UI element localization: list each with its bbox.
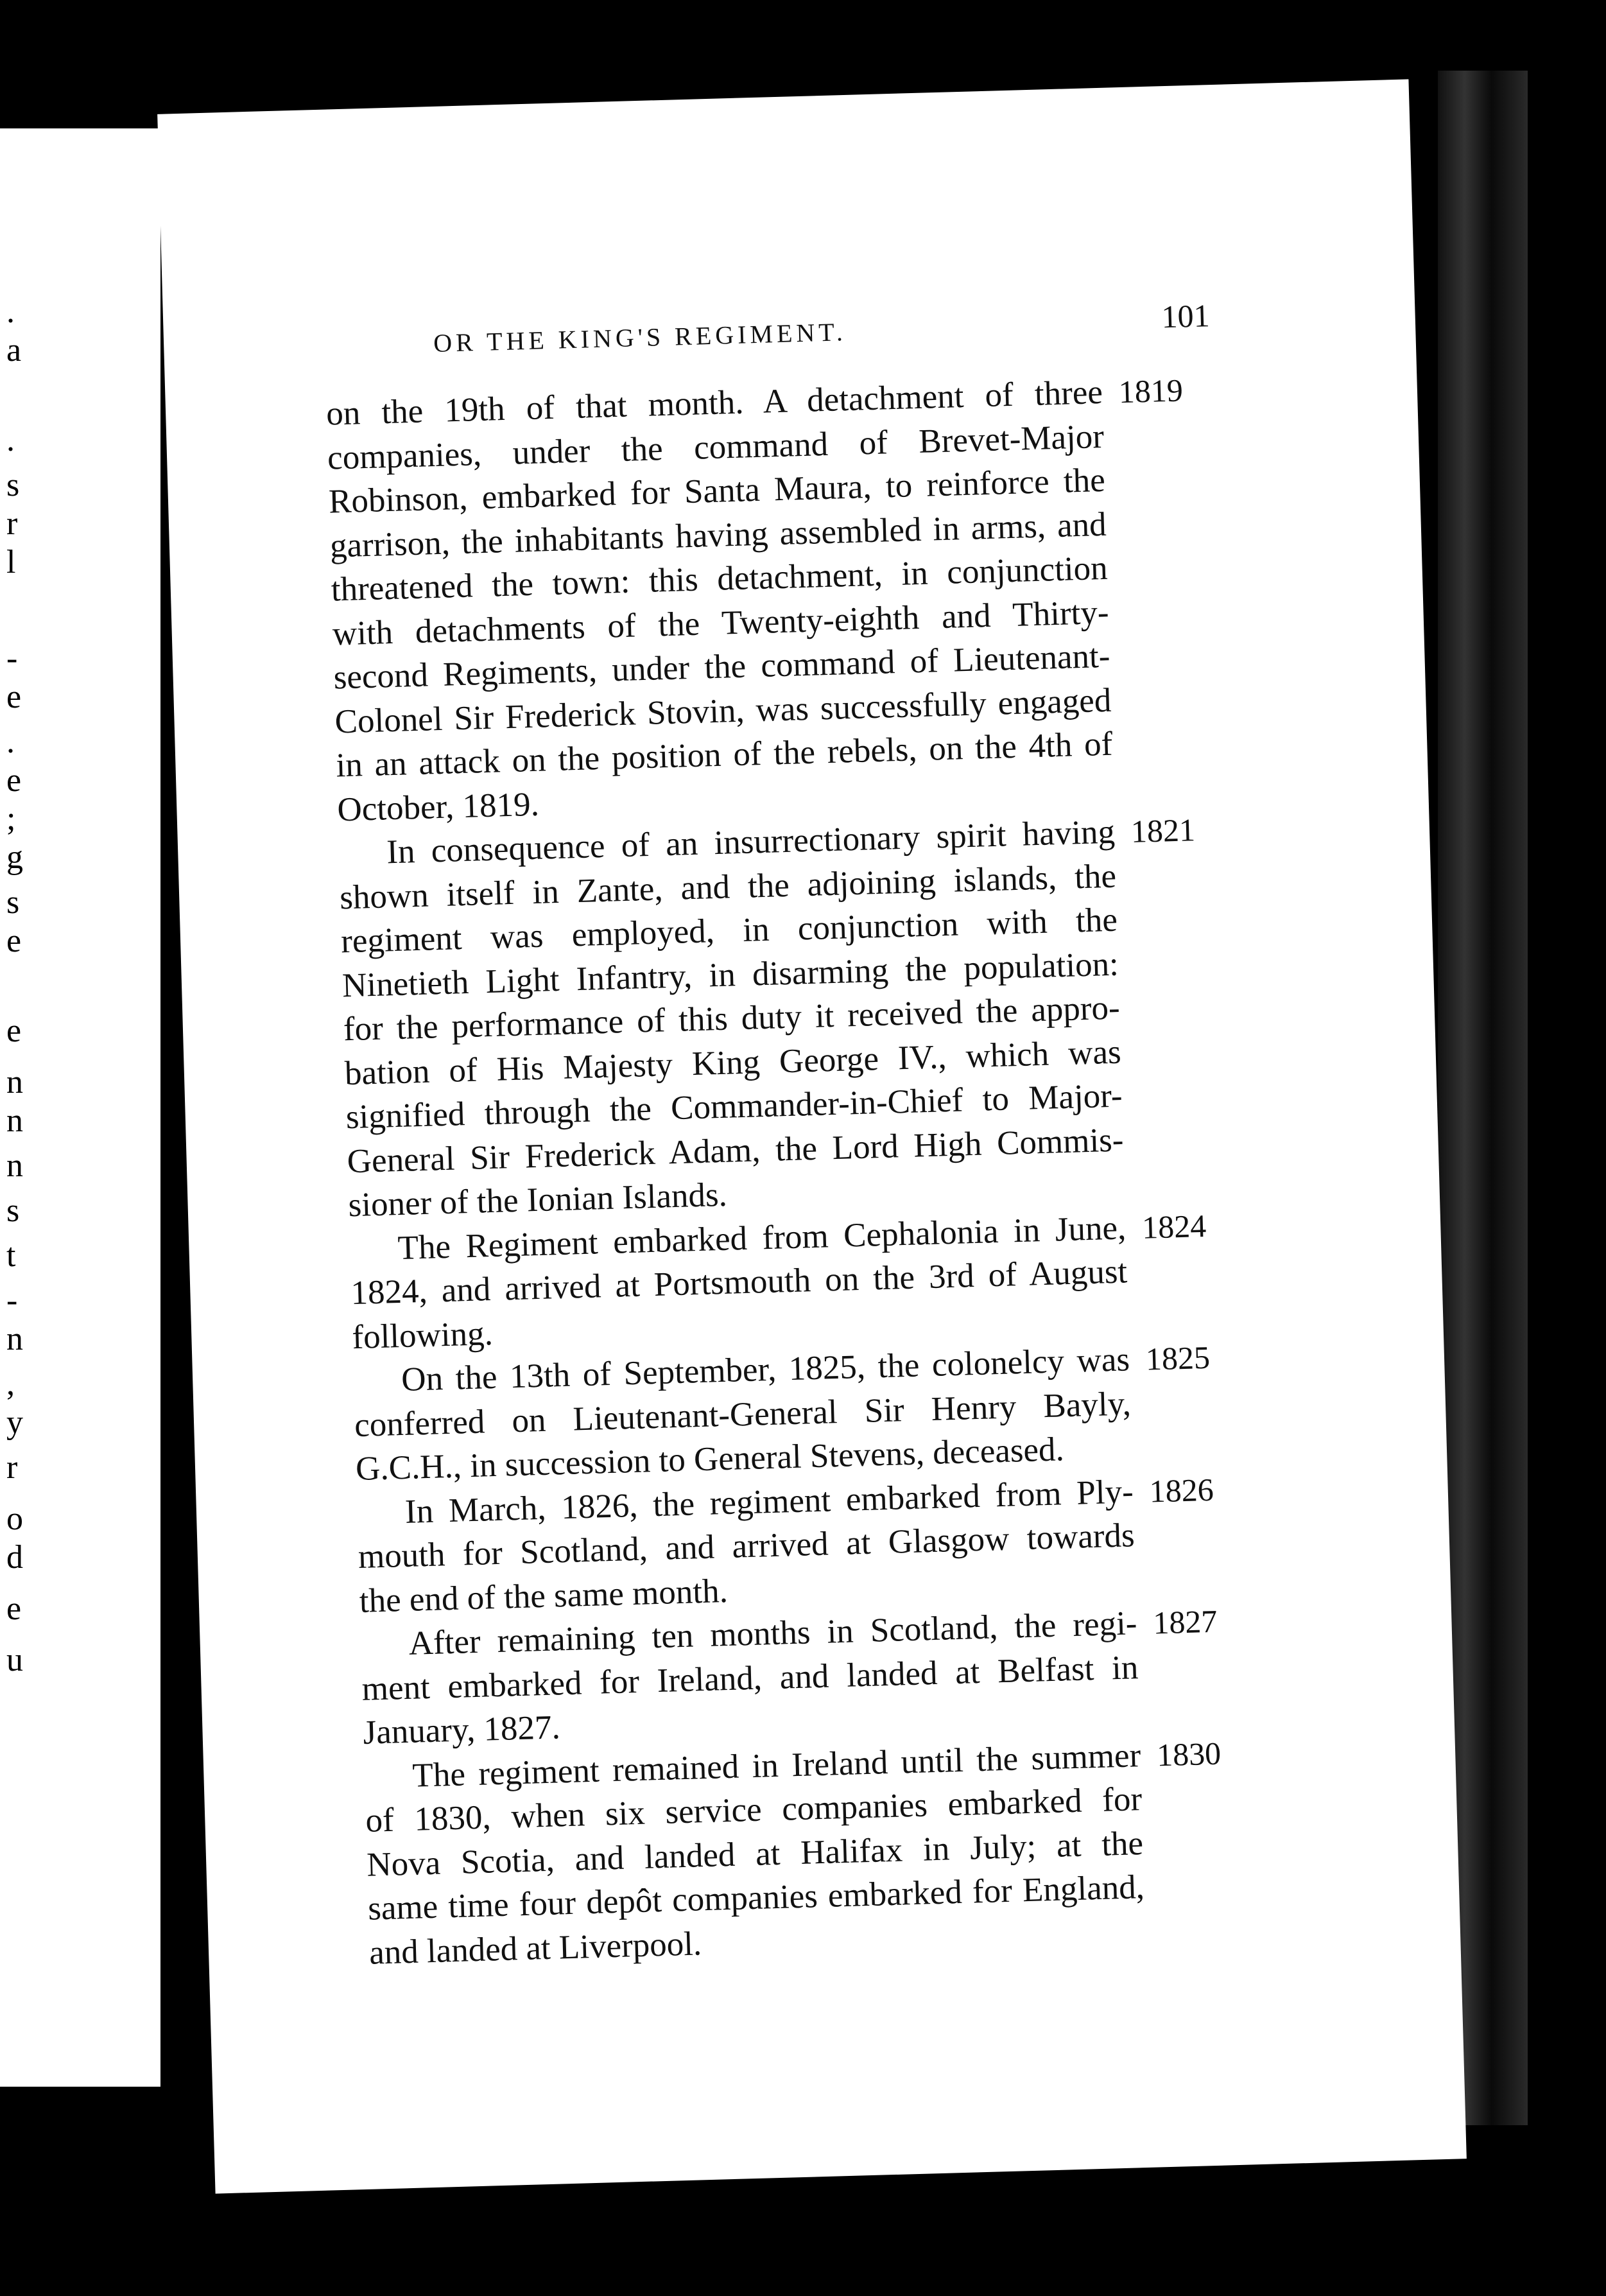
page-header [324,297,1211,373]
line-text: 1824, and arrived at Portsmouth on the 3rd of August [350,1253,1128,1312]
scan-speck [488,19,492,26]
line-text: on the 19th of that month. A detachment of three [325,373,1103,433]
line-text: shown itself in Zante, and the adjoining islands, the [339,857,1117,916]
facing-page-fragment: y [6,1404,23,1441]
margin-date: 1825 [1145,1339,1211,1377]
margin-date: 1819 [1118,372,1184,410]
facing-page-fragment: . [6,422,15,458]
line-text: garrison, the inhabitants having assembled in arms, and [329,505,1107,565]
line-text: regiment was employed, in conjunction with the [340,901,1118,961]
line-text: On the 13th of September, 1825, the colonelcy was [401,1341,1130,1398]
line-text: The Regiment embarked from Cephalonia in June, [397,1208,1127,1267]
line-text: G.C.H., in succession to General Stevens, deceased. [355,1431,1065,1488]
facing-page-fragment: . [6,724,15,760]
facing-page-fragment: l [6,544,16,580]
facing-page-fragment: - [6,640,18,677]
line-text: bation of His Majesty King George IV., which was [344,1033,1122,1092]
scan-speck [1576,1258,1581,1264]
facing-page-fragment: ; [6,801,16,837]
facing-page-fragment: e [6,679,22,715]
facing-page-fragment: n [6,1064,23,1100]
facing-page-fragment: o [6,1500,23,1537]
line-text: for the performance of this duty it received the appro- [343,989,1121,1048]
line-text: After remaining ten months in Scotland, the regi- [408,1605,1138,1662]
facing-page-fragment: s [6,467,20,503]
line-text: same time four depôt companies embarked for England, [367,1868,1145,1927]
scan-speck [546,13,555,32]
line-text: in an attack on the position of the rebels, on the 4th of [335,725,1113,785]
facing-page-fragment: r [6,505,18,542]
margin-date: 1826 [1148,1471,1214,1509]
line-text: January, 1827. [362,1709,561,1752]
line-text: In consequence of an insurrectionary spirit having [386,813,1116,871]
line-text: Ninetieth Light Infantry, in disarming the population: [341,945,1119,1004]
margin-date: 1830 [1156,1735,1222,1773]
facing-page-fragment: s [6,1192,20,1229]
facing-page-fragment: e [6,762,22,799]
facing-page-fragment: n [6,1102,23,1139]
line-text: Robinson, embarked for Santa Maura, to reinforce the [328,461,1106,521]
facing-page-fragment: n [6,1321,23,1357]
facing-page-fragment: , [6,1366,15,1402]
facing-page-fragment: u [6,1642,23,1678]
line-text: The regiment remained in Ireland until the summer [411,1736,1141,1795]
line-text: signified through the Commander-in-Chief to Major- [345,1077,1123,1136]
line-text: second Regiments, under the command of Lieutenant- [332,637,1111,697]
facing-page-fragment: e [6,1590,22,1627]
line-text: of 1830, when six service companies embarked for [365,1780,1143,1839]
facing-page-fragment: e [6,923,22,959]
line-text: the end of the same month. [359,1572,729,1620]
facing-page-fragment: d [6,1539,23,1576]
facing-page-fragment: t [6,1237,16,1274]
line-text: and landed at Liverpool. [368,1924,702,1972]
facing-page-fragment: e [6,1013,22,1049]
line-text: Nova Scotia, and landed at Halifax in July; at the [366,1824,1144,1884]
page-number: 101 [1161,297,1211,335]
margin-date: 1827 [1152,1603,1218,1641]
book-page [157,79,1467,2193]
facing-page-fragment: g [6,839,23,876]
facing-page-fragment: r [6,1449,18,1486]
line-text: following. [351,1314,494,1356]
line-text: conferred on Lieutenant-General Sir Henry Bayly, [354,1384,1132,1444]
line-text: sioner of the Ionian Islands. [347,1176,728,1224]
line-text: companies, under the command of Brevet-Major [327,417,1105,477]
facing-page-fragment: a [6,332,22,369]
margin-date: 1824 [1141,1207,1207,1246]
scan-speck [538,39,555,64]
line-text: General Sir Frederick Adam, the Lord High Commis- [346,1120,1125,1180]
line-text: threatened the town: this detachment, in conjunction [331,549,1109,609]
margin-date: 1821 [1130,812,1196,849]
line-text: ment embarked for Ireland, and landed at Belfast in [361,1648,1139,1708]
facing-page-fragment: s [6,884,20,921]
body-text [325,370,1222,1975]
scan-speck [475,2209,480,2223]
line-text: Colonel Sir Frederick Stovin, was successfully engaged [334,681,1112,740]
facing-page-fragment: - [6,1282,18,1319]
facing-page [0,128,160,2087]
facing-page-fragment: n [6,1147,23,1184]
line-text: with detachments of the Twenty-eighth and Thirty- [332,593,1110,653]
line-text: mouth for Scotland, and arrived at Glasgow towards [358,1517,1135,1576]
facing-page-fragment: . [6,293,15,330]
line-text: October, 1819. [336,785,540,828]
line-text: In March, 1826, the regiment embarked from Ply- [404,1472,1134,1531]
running-head: OR THE KING'S REGIMENT. [433,317,847,358]
